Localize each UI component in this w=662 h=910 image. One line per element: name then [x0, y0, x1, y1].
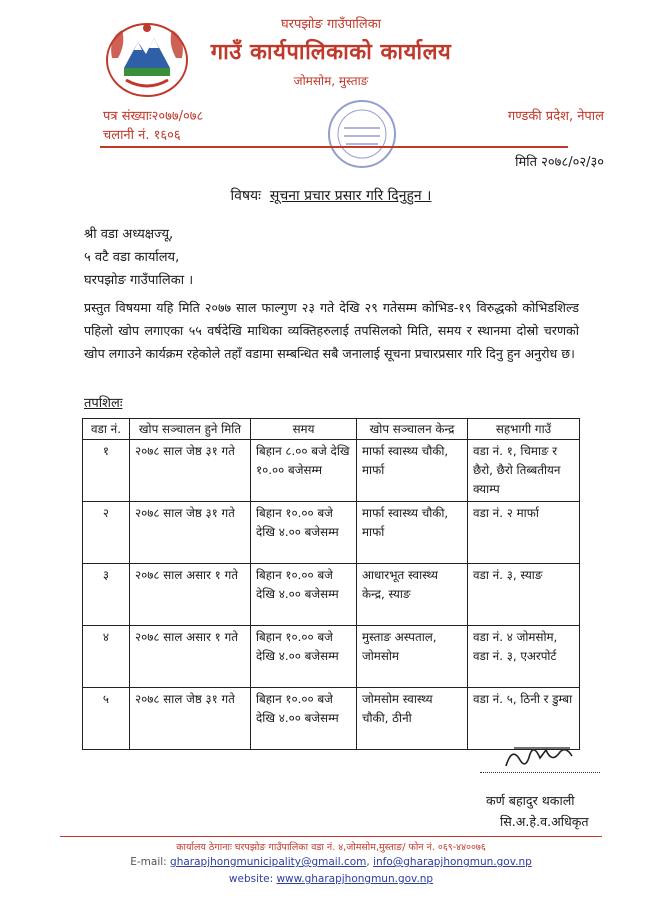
cell-ward: २ — [83, 502, 130, 564]
cell-villages: वडा नं. ५, ठिनी र डुम्बा — [468, 688, 580, 750]
website-link[interactable]: www.gharapjhongmun.gov.np — [276, 873, 434, 885]
cell-villages: वडा नं. १, चिमाङ र छैरो, छैरो तिब्बतीयन क्याम्प — [468, 440, 580, 502]
letter-number: पत्र संख्याः२०७७/०७८ — [103, 109, 204, 124]
subject-text: सूचना प्रचार प्रसार गरि दिनुहुन । — [269, 188, 432, 204]
cell-center: मार्फा स्वास्थ्य चौकी, मार्फा — [357, 440, 468, 502]
table-row — [83, 502, 580, 564]
cell-center: जोमसोम स्वास्थ्य चौकी, ठीनी — [357, 688, 468, 750]
email-link-1[interactable]: gharapjhongmunicipality@gmail.com — [170, 856, 367, 868]
email-label: E-mail: — [130, 856, 167, 868]
col-header-ward: वडा नं. — [83, 419, 130, 440]
details-label: तपशिलः — [84, 396, 123, 411]
cell-date: २०७८ साल जेष्ठ ३१ गते — [130, 440, 251, 502]
footer-emails: E-mail: gharapjhongmunicipality@gmail.com, info@gharapjhongmun.gov.np — [130, 856, 532, 868]
signature-line — [480, 772, 600, 773]
addressee-line-1: श्री वडा अध्यक्षज्यू, — [84, 227, 174, 242]
handwritten-signature — [500, 740, 580, 774]
footer-address: कार्यालय ठेगानाः घरपझोङ गाउँपालिका वडा नं. ४,जोमसोम,मुस्ताङ/ फोन नं. ०६९-४४००७६ — [176, 842, 486, 853]
footer-website — [0, 873, 662, 885]
cell-center: मुस्ताङ अस्पताल, जोमसोम — [357, 626, 468, 688]
cell-ward: ५ — [83, 688, 130, 750]
addressee-line-2: ५ वटै वडा कार्यालय, — [84, 250, 180, 265]
table-header-row — [83, 419, 580, 440]
signatory-post: सि.अ.हे.व.अधिकृत — [500, 814, 589, 829]
col-header-time: समय — [251, 419, 357, 440]
dispatch-number: चलानी नं. १६०६ — [103, 128, 181, 143]
province-label: गण्डकी प्रदेश, नेपाल — [507, 109, 604, 124]
cell-villages: वडा नं. २ मार्फा — [468, 502, 580, 564]
col-header-date: खोप सञ्चालन हुने मिति — [130, 419, 251, 440]
cell-time: बिहान १०.०० बजे देखि ४.०० बजेसम्म — [251, 626, 357, 688]
cell-date: २०७८ साल जेष्ठ ३१ गते — [130, 502, 251, 564]
footer-divider — [60, 836, 602, 837]
office-title: गाउँ कार्यपालिकाको कार्यालय — [210, 40, 452, 65]
cell-time: बिहान १०.०० बजे देखि ४.०० बजेसम्म — [251, 502, 357, 564]
office-location: जोमसोम, मुस्ताङ — [293, 74, 369, 88]
cell-ward: ४ — [83, 626, 130, 688]
email-link-2[interactable]: info@gharapjhongmun.gov.np — [373, 856, 532, 868]
website-label: website: — [228, 873, 274, 885]
table-row — [83, 564, 580, 626]
addressee-line-3: घरपझोङ गाउँपालिका । — [84, 273, 194, 288]
cell-center: मार्फा स्वास्थ्य चौकी, मार्फा — [357, 502, 468, 564]
col-header-center: खोप सञ्चालन केन्द्र — [357, 419, 468, 440]
cell-date: २०७८ साल जेष्ठ ३१ गते — [130, 688, 251, 750]
cell-ward: ३ — [83, 564, 130, 626]
office-stamp — [326, 98, 398, 170]
signatory-name: कर्ण बहादुर थकाली — [486, 793, 575, 808]
letter-date: मिति २०७८/०२/३० — [515, 155, 604, 170]
cell-date: २०७८ साल असार १ गते — [130, 626, 251, 688]
table-row — [83, 440, 580, 502]
cell-time: बिहान १०.०० बजे देखि ४.०० बजेसम्म — [251, 688, 357, 750]
cell-date: २०७८ साल असार १ गते — [130, 564, 251, 626]
cell-ward: १ — [83, 440, 130, 502]
cell-villages: वडा नं. ३, स्याङ — [468, 564, 580, 626]
body-paragraph: प्रस्तुत विषयमा यहि मिति २०७७ साल फाल्गुण २३ गते देखि २९ गतेसम्म कोभिड-१९ विरुद्धको कोभिडशिल्ड पहिलो खोप लगाएका ५५ वर्षदेखि माथिका व्यक्तिहरुलाई तपसिलको मिति, समय र स्थानमा दोस्रो चरणको खोप लगाउने कार्यक्रम रहेकोले तहाँ वडामा सम्बन्धित सबै जनालाई सूचना प्रचारप्रसार गरि दिनु हुन अनुरोध छ। — [84, 300, 579, 361]
vaccination-schedule-table — [82, 418, 580, 750]
col-header-villages: सहभागी गाउँ — [468, 419, 580, 440]
table-row — [83, 626, 580, 688]
municipality-name: घरपझोङ गाउँपालिका — [280, 17, 382, 32]
cell-center: आधारभूत स्वास्थ्य केन्द्र, स्याङ — [357, 564, 468, 626]
cell-time: बिहान १०.०० बजे देखि ४.०० बजेसम्म — [251, 564, 357, 626]
cell-villages: वडा नं. ४ जोमसोम, वडा नं. ३, एअरपोर्ट — [468, 626, 580, 688]
subject-line — [0, 186, 662, 205]
subject-label: विषयः — [230, 188, 261, 204]
cell-time: बिहान ८.०० बजे देखि १०.०० बजेसम्म — [251, 440, 357, 502]
header-divider — [100, 146, 568, 148]
